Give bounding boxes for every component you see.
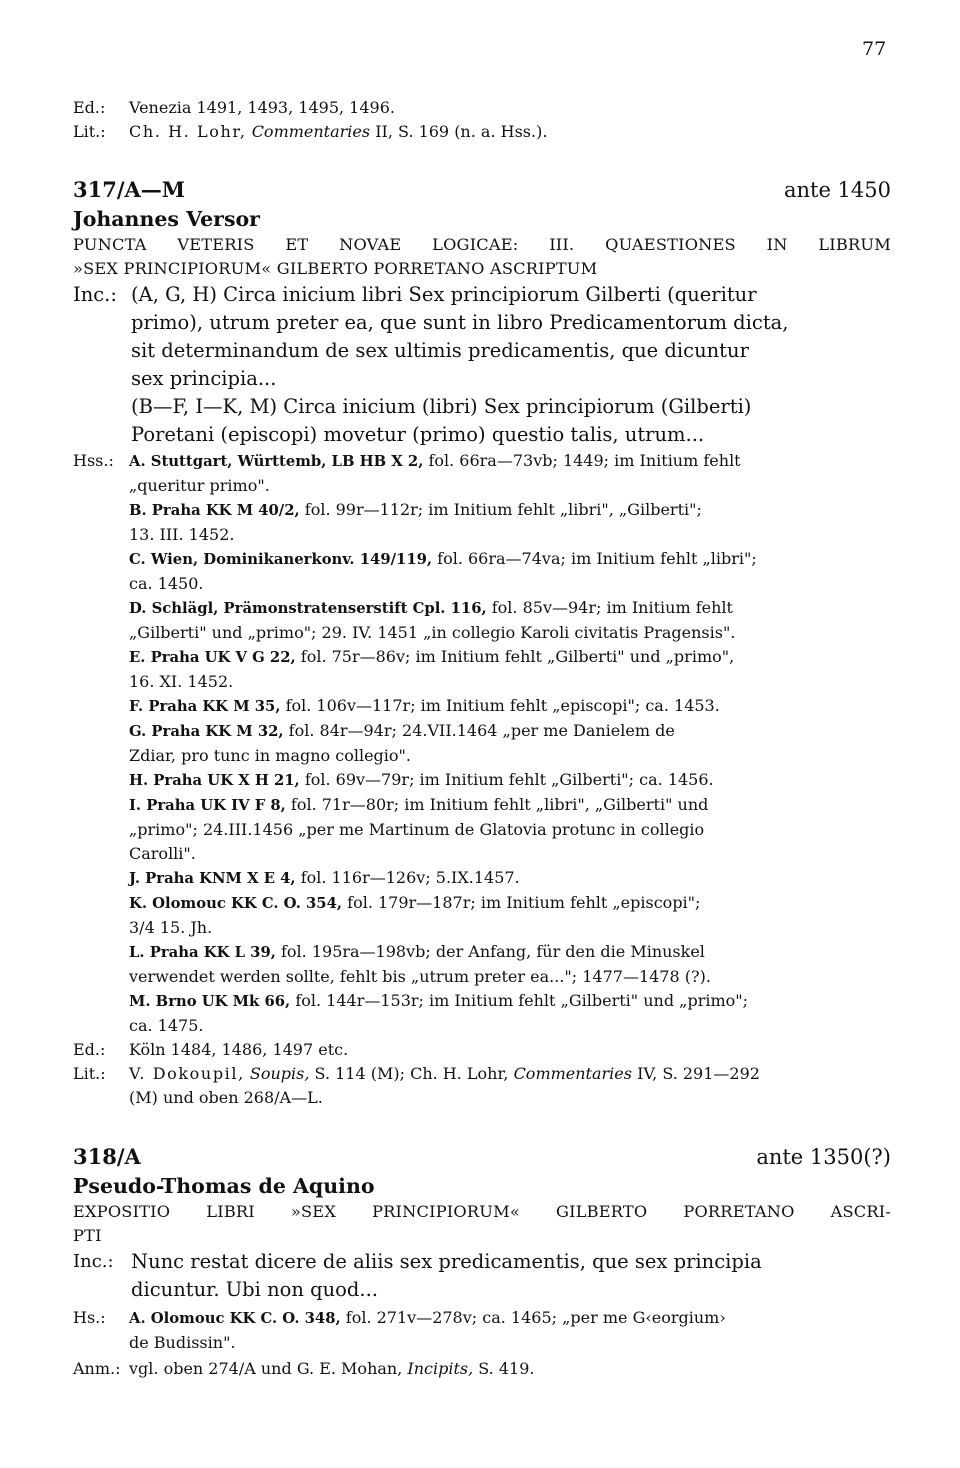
incipit-line: sit determinandum de sex ultimis predicamentis, que dicuntur bbox=[131, 339, 749, 362]
entry-title-line-1: PUNCTA VETERIS ET NOVAE LOGICAE: III. QUAESTIONES IN LIBRUM bbox=[73, 235, 891, 254]
shelfmark: M. Brno UK Mk 66, bbox=[129, 993, 291, 1010]
lit-label: Lit.: bbox=[73, 1064, 106, 1083]
entry-title-line-2: »SEX PRINCIPIORUM« GILBERTO PORRETANO ASCRIPTUM bbox=[73, 259, 598, 278]
manuscript-item: J. Praha KNM X E 4, fol. 116r—126v; 5.IX.1457. bbox=[129, 868, 520, 887]
incipit-line: primo), utrum preter ea, que sunt in libro Predicamentorum dicta, bbox=[131, 311, 789, 334]
lit-label: Lit.: bbox=[73, 122, 106, 141]
entry-318: 318/A ante 1350(?) Pseudo-Thomas de Aquino EXPOSITIO LIBRI »SEX PRINCIPIORUM« GILBERTO PORRETANO ASCRI- PTI Inc.: Nunc restat dicere de aliis sex predicamentis, que sex principia dicuntur. Ubi non quod... Hs.: A. Olomouc KK C. O. 348, fol. 271v—278v; ca. 1465; „per me G‹eorgium› de Budissin". Anm.: vgl. oben 274/A und G. E. Mohan, Incipits, S. 419. bbox=[73, 1142, 891, 1381]
incipit-label: Inc.: bbox=[73, 1251, 114, 1272]
incipit-line: Nunc restat dicere de aliis sex predicamentis, que sex principia bbox=[131, 1250, 762, 1273]
entry-author: Pseudo-Thomas de Aquino bbox=[73, 1174, 375, 1198]
incipit-line: Poretani (episcopi) movetur (primo) questio talis, utrum... bbox=[131, 423, 705, 446]
shelfmark: I. Praha UK IV F 8, bbox=[129, 797, 286, 814]
incipit-line: (A, G, H) Circa inicium libri Sex principiorum Gilberti (queritur bbox=[131, 283, 757, 306]
ed-text: Köln 1484, 1486, 1497 etc. bbox=[129, 1040, 349, 1059]
manuscript-item: E. Praha UK V G 22, fol. 75r—86v; im Initium fehlt „Gilberti" und „primo", 16. XI. 1452. bbox=[129, 647, 735, 691]
shelfmark: G. Praha KK M 32, bbox=[129, 723, 284, 740]
incipit-line: sex principia... bbox=[131, 367, 277, 390]
lit-continuation: (M) und oben 268/A—L. bbox=[129, 1088, 323, 1107]
shelfmark: K. Olomouc KK C. O. 354, bbox=[129, 895, 343, 912]
ed-text: Venezia 1491, 1493, 1495, 1496. bbox=[129, 98, 395, 117]
manuscript-list bbox=[129, 449, 891, 1038]
shelfmark: E. Praha UK V G 22, bbox=[129, 649, 296, 666]
manuscript-item: F. Praha KK M 35, fol. 106v—117r; im Initium fehlt „episcopi"; ca. 1453. bbox=[129, 696, 720, 715]
shelfmark: B. Praha KK M 40/2, bbox=[129, 502, 300, 519]
manuscript-label: Hs.: bbox=[73, 1308, 106, 1327]
shelfmark: A. Stuttgart, Württemb, LB HB X 2, bbox=[129, 453, 424, 470]
shelfmark: F. Praha KK M 35, bbox=[129, 698, 281, 715]
manuscript-item: C. Wien, Dominikanerkonv. 149/119, fol. 66ra—74va; im Initium fehlt „libri"; ca. 1450. bbox=[129, 549, 757, 593]
manuscript-item: I. Praha UK IV F 8, fol. 71r—80r; im Initium fehlt „libri", „Gilberti" und „primo"; 24.III.1456 „per me Martinum de Glatovia protunc in collegio Carolli". bbox=[129, 795, 709, 863]
entry-317 bbox=[73, 175, 891, 1110]
entry-author: Johannes Versor bbox=[73, 207, 260, 231]
shelfmark: D. Schlägl, Prämonstratenserstift Cpl. 116, bbox=[129, 600, 487, 617]
entry-date: ante 1350(?) bbox=[756, 1145, 891, 1169]
note-text: vgl. oben 274/A und G. E. Mohan, Incipits, S. 419. bbox=[129, 1359, 535, 1378]
manuscript-item: H. Praha UK X H 21, fol. 69v—79r; im Initium fehlt „Gilberti"; ca. 1456. bbox=[129, 770, 714, 789]
incipit-label: Inc.: bbox=[73, 283, 117, 306]
manuscript-item: M. Brno UK Mk 66, fol. 144r—153r; im Initium fehlt „Gilberti" und „primo"; ca. 1475. bbox=[129, 991, 749, 1035]
previous-entry-tail bbox=[73, 96, 891, 144]
entry-id: 318/A bbox=[73, 1144, 141, 1169]
page-number: 77 bbox=[862, 38, 887, 60]
entry-title-line-2: PTI bbox=[73, 1226, 102, 1245]
shelfmark: H. Praha UK X H 21, bbox=[129, 772, 300, 789]
manuscript-item: D. Schlägl, Prämonstratenserstift Cpl. 116, fol. 85v—94r; im Initium fehlt „Gilberti" und „primo"; 29. IV. 1451 „in collegio Karoli civitatis Pragensis". bbox=[129, 598, 736, 642]
lit-text: V. Dokoupil, Soupis, S. 114 (M); Ch. H. Lohr, Commentaries IV, S. 291—292 bbox=[129, 1064, 760, 1083]
manuscript-item: G. Praha KK M 32, fol. 84r—94r; 24.VII.1464 „per me Danielem de Zdiar, pro tunc in magno collegio". bbox=[129, 721, 675, 765]
shelfmark: L. Praha KK L 39, bbox=[129, 944, 276, 961]
manuscript-item: L. Praha KK L 39, fol. 195ra—198vb; der Anfang, für den die Minuskel verwendet werden sollte, fehlt bis „utrum preter ea..."; 1477—1478 (?). bbox=[129, 942, 711, 986]
lit-title: Commentaries bbox=[251, 122, 371, 141]
shelfmark: A. Olomouc KK C. O. 348, bbox=[129, 1310, 341, 1327]
manuscript-item: A. Stuttgart, Württemb, LB HB X 2, fol. 66ra—73vb; 1449; im Initium fehlt „queritur primo". bbox=[129, 451, 741, 495]
note-label: Anm.: bbox=[73, 1359, 121, 1378]
shelfmark: C. Wien, Dominikanerkonv. 149/119, bbox=[129, 551, 433, 568]
manuscript-item: K. Olomouc KK C. O. 354, fol. 179r—187r; im Initium fehlt „episcopi"; 3/4 15. Jh. bbox=[129, 893, 701, 937]
incipit-line: (B—F, I—K, M) Circa inicium (libri) Sex principiorum (Gilberti) bbox=[131, 395, 752, 418]
incipit-line: dicuntur. Ubi non quod... bbox=[131, 1278, 378, 1301]
entry-id: 317/A—M bbox=[73, 177, 186, 202]
entry-title-line-1: EXPOSITIO LIBRI »SEX PRINCIPIORUM« GILBERTO PORRETANO ASCRI- bbox=[73, 1202, 891, 1221]
ed-label: Ed.: bbox=[73, 1040, 106, 1059]
shelfmark: J. Praha KNM X E 4, bbox=[129, 870, 296, 887]
manuscripts-label: Hss.: bbox=[73, 451, 114, 470]
entry-date: ante 1450 bbox=[783, 178, 891, 202]
ed-label: Ed.: bbox=[73, 98, 106, 117]
manuscript-item: B. Praha KK M 40/2, fol. 99r—112r; im Initium fehlt „libri", „Gilberti"; 13. III. 1452. bbox=[129, 500, 702, 544]
lit-rest: II, S. 169 (n. a. Hss.). bbox=[375, 122, 548, 141]
lit-author: Ch. H. Lohr, bbox=[129, 122, 247, 141]
